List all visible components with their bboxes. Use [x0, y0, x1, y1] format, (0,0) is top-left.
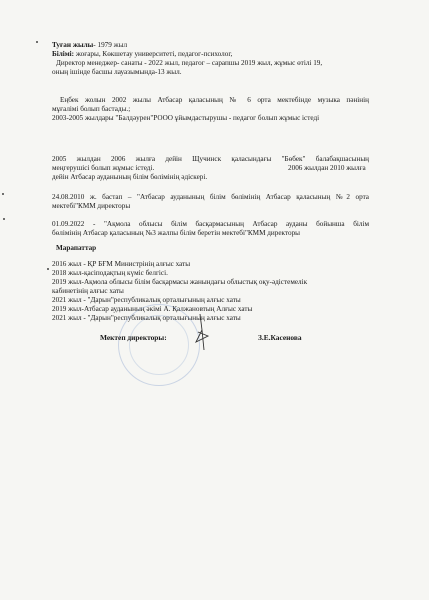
- education-line: [52, 50, 232, 59]
- career-2002-line-1: Еңбек жолын 2002 жылы Атбасар қаласының № 6 орта мектебінде музыка пәнінің: [60, 96, 369, 104]
- birth-year-value: - 1979 жыл: [93, 41, 128, 49]
- signature-name: З.Е.Касенова: [258, 333, 302, 342]
- awards-title: Марапаттар: [56, 244, 97, 252]
- signature-role: Мектеп директоры:: [100, 333, 167, 342]
- career-2005-line-2: меңгерушісі болып жұмыс істеді.: [52, 164, 155, 172]
- award-item: 2019 жыл-Ақмола облысы білім басқармасы жанындағы облыстық оқу-әдістемелік: [52, 278, 308, 286]
- speck: [36, 41, 38, 43]
- education-label: Білімі:: [52, 50, 75, 58]
- category-line: Директор менеджер- санаты - 2022 жыл, педагог – сарапшы 2019 жыл, жұмыс өтілі 19,: [56, 59, 323, 67]
- award-item: 2021 жыл - "Дарын"республикалық орталығының алғыс хаты: [52, 314, 241, 322]
- career-2003-line: 2003-2005 жылдары "Балдәурен"РООО ұйымдастырушы - педагог болып жұмыс істеді: [52, 114, 320, 122]
- birth-year-line: [52, 41, 127, 50]
- speck: [3, 218, 5, 220]
- award-item: 2019 жыл-Атбасар ауданының әкімі А. Қалжановтың Алғыс хаты: [52, 305, 253, 313]
- career-2005-line-3: 2006 жылдан 2010 жылға: [288, 164, 366, 172]
- career-2022-line-2: бөлімінің Атбасар қаласының №3 жалпы білім беретін мектебі"КММ директоры: [52, 229, 301, 237]
- career-2010-line-1: 24.08.2010 ж. бастап – "Атбасар ауданының білім бөлімінің Атбасар қаласының №2 орта: [52, 193, 369, 201]
- speck: [47, 268, 49, 270]
- birth-year-label: Туған жылы: [52, 41, 94, 49]
- signature-icon: [188, 312, 218, 352]
- career-2010-line-2: мектебі"КММ директоры: [52, 202, 131, 210]
- speck: [2, 193, 4, 195]
- leader-years-line: оның ішінде басшы лауазымында-13 жыл.: [52, 68, 182, 76]
- award-item: 2021 жыл - "Дарын"республикалық орталығының алғыс хаты: [52, 296, 241, 304]
- award-item: 2018 жыл-қасіподақтың күміс белгісі.: [52, 269, 168, 277]
- award-item: 2016 жыл - ҚР БҒМ Министрінің алғыс хаты: [52, 260, 191, 268]
- career-2005-line-4: дейін Атбасар ауданының білім бөлімінің әдіскері.: [52, 173, 208, 181]
- career-2005-line-1: 2005 жылдан 2006 жылға дейін Щучинск қаласындағы "Бөбек" балабақшасының: [52, 155, 369, 163]
- education-value: жоғары, Көкшетау университеті, педагог-психолог,: [74, 50, 233, 58]
- career-2022-line-1: 01.09.2022 - "Ақмола облысы білім басқармасының Атбасар ауданы бойынша білім: [52, 220, 369, 228]
- award-item: кабинетінің алғыс хаты: [52, 287, 124, 295]
- career-2002-line-2: мұғалімі болып бастады.;: [52, 105, 131, 113]
